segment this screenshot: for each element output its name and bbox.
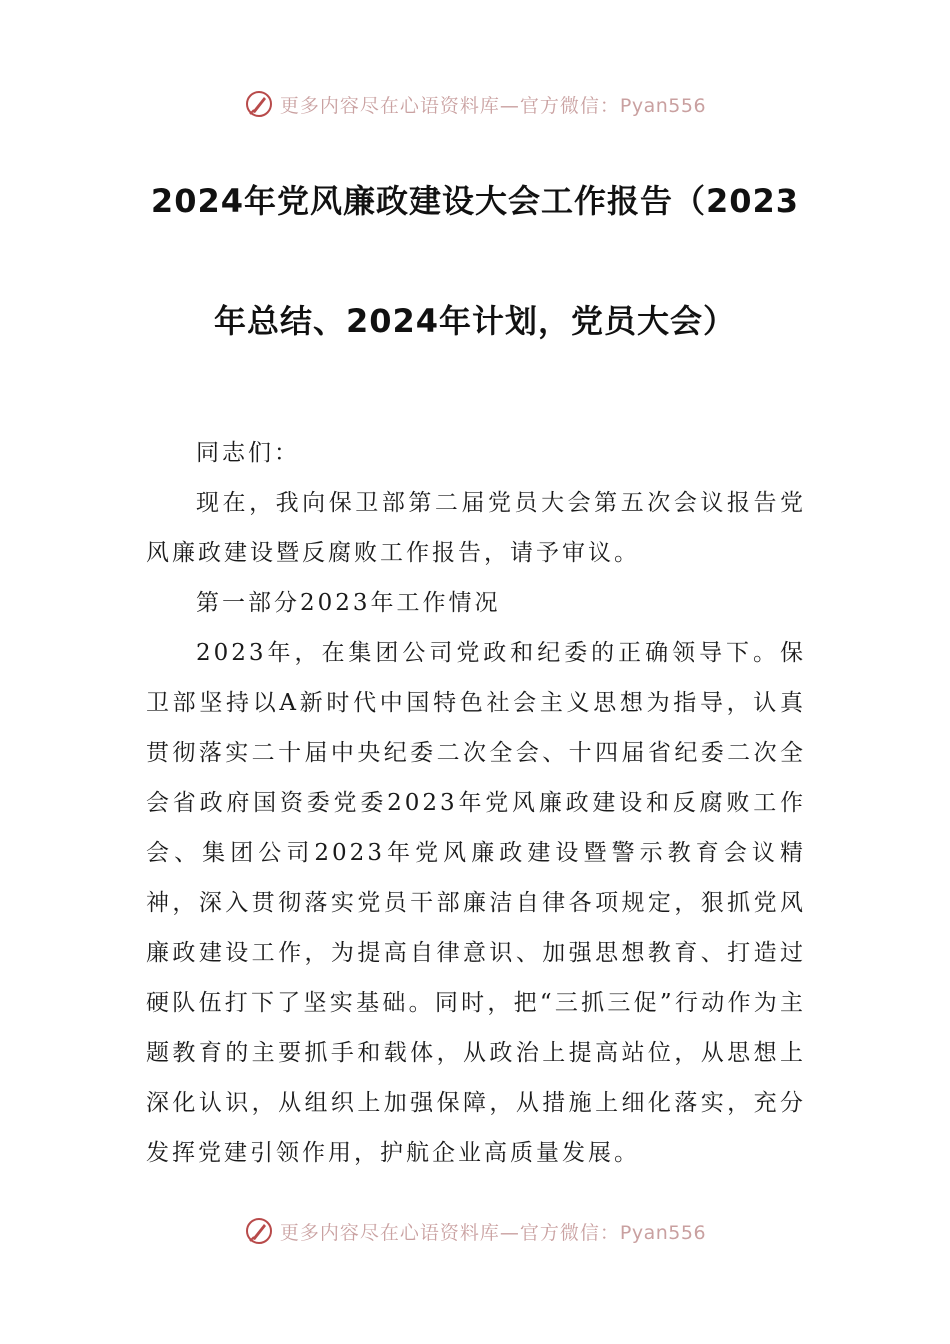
- quill-logo-icon: [244, 89, 274, 119]
- watermark-text: 更多内容尽在心语资料库—官方微信：Pyan556: [279, 94, 707, 117]
- footer-watermark: [0, 1211, 950, 1251]
- watermark-text: 更多内容尽在心语资料库—官方微信：Pyan556: [279, 1221, 707, 1244]
- document-body: [146, 428, 806, 1178]
- body-paragraph: 2023年，在集团公司党政和纪委的正确领导下。保卫部坚持以A新时代中国特色社会主义思想为指导，认真贯彻落实二十届中央纪委二次全会、十四届省纪委二次全会省政府国资委党委2023年党风廉政建设和反腐败工作会、集团公司2023年党风廉政建设暨警示教育会议精神，深入贯彻落实党员干部廉洁自律各项规定，狠抓党风廉政建设工作，为提高自律意识、加强思想教育、打造过硬队伍打下了坚实基础。同时，把“三抓三促”行动作为主题教育的主要抓手和载体，从政治上提高站位，从思想上深化认识，从组织上加强保障，从措施上细化落实，充分发挥党建引领作用，护航企业高质量发展。: [146, 640, 806, 1166]
- header-watermark: [0, 84, 950, 124]
- watermark-wechat-id: Pyan556: [619, 94, 707, 117]
- watermark-wechat-id: Pyan556: [619, 1221, 707, 1244]
- section-heading: 第一部分2023年工作情况: [196, 590, 501, 616]
- quill-logo-icon: [244, 1216, 274, 1246]
- intro-paragraph: 现在，我向保卫部第二届党员大会第五次会议报告党风廉政建设暨反腐败工作报告，请予审议。: [146, 490, 806, 566]
- document-title-line-1: 2024年党风廉政建设大会工作报告（2023: [150, 182, 800, 220]
- salutation: 同志们：: [196, 440, 300, 466]
- document-title-line-2: 年总结、2024年计划，党员大会）: [213, 302, 737, 340]
